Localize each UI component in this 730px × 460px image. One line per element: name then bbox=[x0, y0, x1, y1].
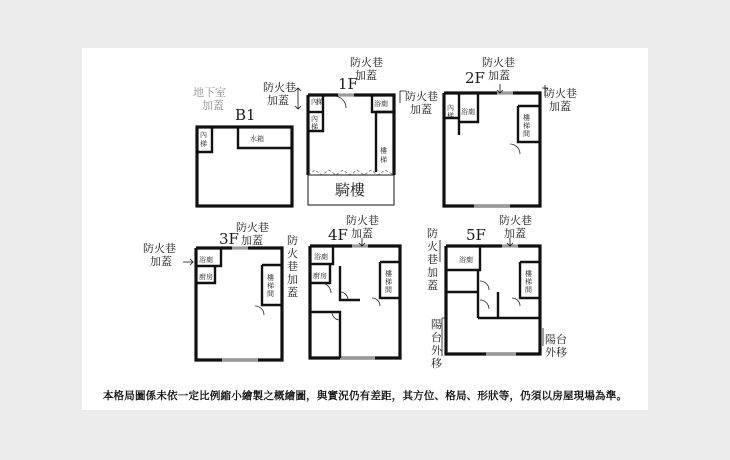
f4-note-top-2: 加蓋 bbox=[351, 227, 373, 240]
f1-stair-b-label-2: 梯 bbox=[311, 123, 318, 131]
f3-note-top-2: 加蓋 bbox=[241, 234, 263, 247]
b1-stair-label-1: 內 bbox=[200, 131, 207, 139]
f5-note-left-2: 火 bbox=[427, 240, 438, 253]
f4-stairwell-label-3: 間 bbox=[385, 286, 392, 294]
f2-note-right-2: 加蓋 bbox=[549, 100, 571, 113]
f2-stair-label-1: 內 bbox=[447, 104, 454, 112]
f5-balcony-left-3: 外 bbox=[431, 344, 442, 357]
f5-note-left-4: 加 bbox=[427, 266, 438, 279]
f1-bath-label: 浴廁 bbox=[374, 100, 388, 108]
f4-title: 4F bbox=[328, 226, 348, 244]
f2-stairwell-label-1: 樓 bbox=[523, 114, 530, 122]
f1-title: 1F bbox=[338, 75, 358, 93]
f5-balcony-right-1: 陽台 bbox=[545, 333, 567, 346]
f2-stair-label-2: 梯 bbox=[447, 112, 454, 120]
f1-stair-a-label-2: 梯 bbox=[316, 98, 323, 106]
b1-note-line2: 加蓋 bbox=[202, 99, 224, 112]
f3-stairwell-label-3: 間 bbox=[267, 290, 274, 298]
f3-note-top-1: 防火巷 bbox=[236, 221, 269, 234]
f1-stair-label-2: 梯 bbox=[380, 156, 387, 164]
f2-note-right-1: 防火巷 bbox=[544, 87, 577, 100]
f5-stairwell-label-3: 間 bbox=[525, 286, 532, 294]
f1-note-left-1: 防火巷 bbox=[263, 81, 296, 94]
f5-balcony-left-4: 移 bbox=[431, 357, 442, 370]
f5-stairwell-label-1: 樓 bbox=[525, 270, 532, 278]
f4-bath-label: 浴廁 bbox=[314, 253, 328, 261]
f3-note-left-2: 加蓋 bbox=[150, 255, 172, 268]
f5-stairwell-label-2: 梯 bbox=[525, 278, 532, 286]
f3-note-right-1: 防 bbox=[287, 234, 298, 247]
f3-title: 3F bbox=[219, 230, 239, 248]
b1-note-line1: 地下室 bbox=[193, 86, 226, 99]
f3-stairwell-label-2: 梯 bbox=[267, 282, 274, 290]
f2-note-top-1: 防火巷 bbox=[482, 56, 515, 69]
f1-note-right-2: 加蓋 bbox=[410, 103, 432, 116]
f1-note-top-2: 加蓋 bbox=[355, 69, 377, 82]
f1-arcade-label: 騎樓 bbox=[335, 181, 366, 199]
f1-note-right-1: 防火巷 bbox=[405, 90, 438, 103]
f2-bath-label: 浴廁 bbox=[461, 108, 475, 116]
f5-bath-label: 浴廁 bbox=[459, 256, 473, 264]
f3-note-left-1: 防火巷 bbox=[143, 242, 176, 255]
f1-stair-b-label: 內 bbox=[311, 115, 318, 123]
f5-note-left-1: 防 bbox=[427, 227, 438, 240]
f5-title: 5F bbox=[466, 226, 486, 244]
f4-stairwell-label-2: 梯 bbox=[385, 278, 392, 286]
f5-note-left-3: 巷 bbox=[427, 253, 438, 266]
f1-stair-label-1: 樓 bbox=[380, 147, 387, 155]
f4-kitchen-label: 廚房 bbox=[313, 272, 327, 280]
f5-balcony-right-2: 外移 bbox=[545, 346, 567, 359]
b1-title: B1 bbox=[235, 106, 256, 124]
f3-note-right-2: 火 bbox=[287, 247, 298, 260]
f1-note-left-2: 加蓋 bbox=[267, 94, 289, 107]
f4-note-top-1: 防火巷 bbox=[346, 214, 379, 227]
f5-note-left-5: 蓋 bbox=[427, 279, 438, 292]
f4-stairwell-label-1: 樓 bbox=[385, 270, 392, 278]
f2-title: 2F bbox=[465, 69, 485, 87]
f3-note-right-5: 蓋 bbox=[287, 286, 298, 299]
f3-bath-label: 浴廁 bbox=[199, 256, 213, 264]
f2-note-top-2: 加蓋 bbox=[488, 69, 510, 82]
f5-balcony-left-2: 台 bbox=[431, 331, 442, 344]
f5-note-top-1: 防火巷 bbox=[499, 214, 532, 227]
f1-note-top-1: 防火巷 bbox=[350, 56, 383, 69]
f2-stairwell-label-2: 梯 bbox=[523, 122, 530, 130]
disclaimer-text: 本格局圖係未依一定比例縮小繪製之概繪圖，與實況仍有差距，其方位、格局、形狀等，仍須以房屋現場為準。 bbox=[102, 390, 628, 402]
f2-stairwell-label-3: 間 bbox=[523, 130, 530, 138]
b1-storage-label: 水箱 bbox=[250, 135, 264, 143]
f5-balcony-left-1: 陽 bbox=[431, 318, 442, 331]
f3-note-right-4: 加 bbox=[287, 273, 298, 286]
f5-note-top-2: 加蓋 bbox=[504, 227, 526, 240]
f3-stairwell-label-1: 樓 bbox=[267, 274, 274, 282]
f1-stair-a-label: 內 bbox=[311, 98, 318, 106]
f3-kitchen-label: 廚房 bbox=[199, 273, 213, 281]
b1-stair-label-2: 梯 bbox=[200, 140, 207, 148]
f3-note-right-3: 巷 bbox=[287, 260, 298, 273]
